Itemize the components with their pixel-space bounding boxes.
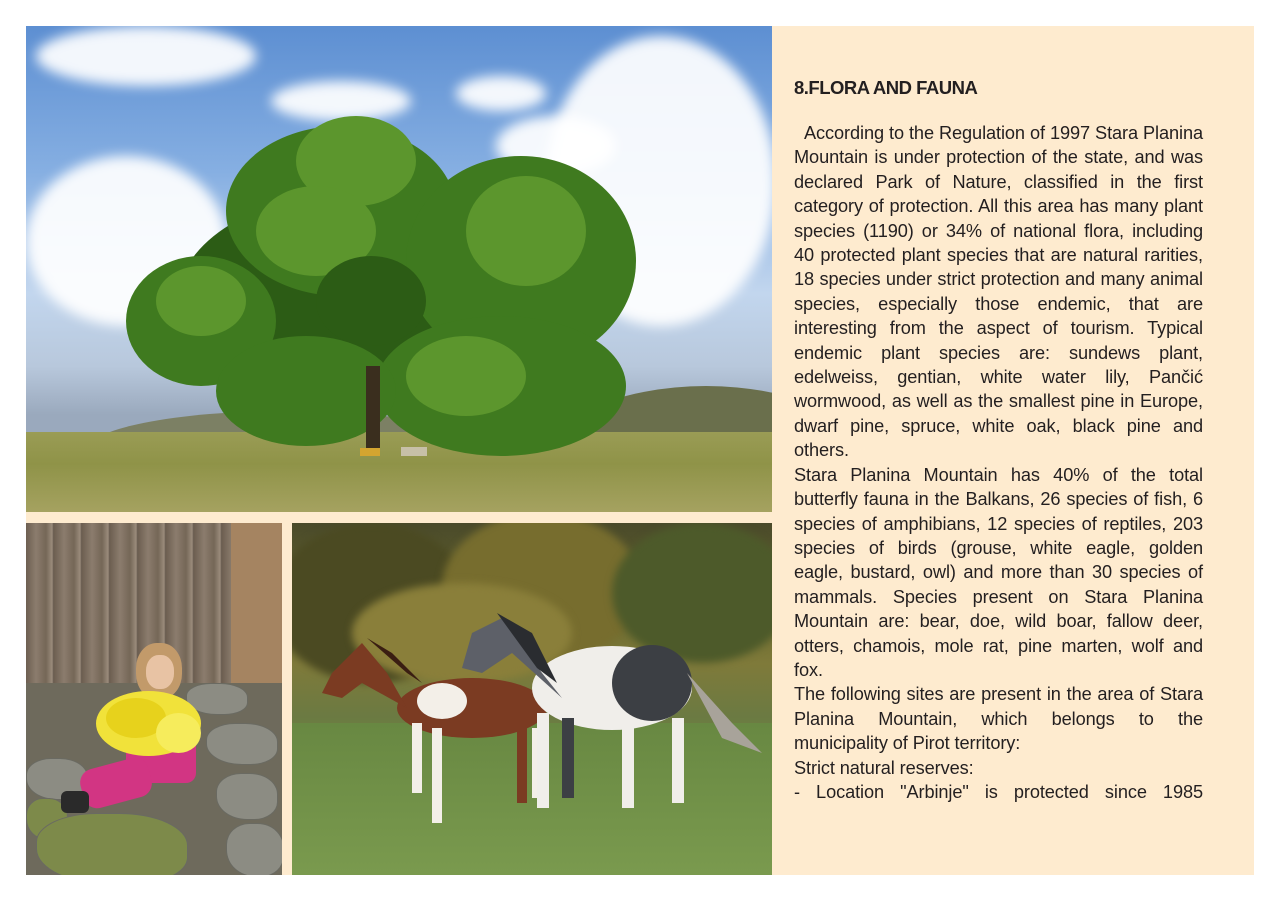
beehive bbox=[360, 448, 380, 456]
paragraph-fauna: Stara Planina Mountain has 40% of the total butterfly fauna in the Balkans, 26 species of fish, 6 species of amphibians, 12 species of reptiles, 203 species of birds (grouse, white eagle, golden eagle, bustard, owl) and more than 30 species of mammals. Species present on Stara Planina Mountain are: bear, doe, wild boar, fallow deer, otters, chamois, mole rat, pine marten, wolf and fox. bbox=[794, 464, 1203, 680]
horses-photo bbox=[292, 523, 772, 875]
paragraph-flora: According to the Regulation of 1997 Stara Planina Mountain is under protection of the state, and was declared Park of Nature, classified in the first category of protection. All this area has many plant species (1190) or 34% of national flora, including 40 protected plant species that are natural rarities, 18 species under strict protection and many animal species, especially those endemic, that are interesting from the aspect of tourism. Typical endemic plant species are: sundews plant, edelweiss, gentian, white water lily, Pančić wormwood, as well as the smallest pine in Europe, dwarf pine, spruce, white oak, black pine and others. bbox=[794, 123, 1203, 461]
section-heading: 8.FLORA AND FAUNA bbox=[794, 77, 978, 98]
article-text bbox=[794, 76, 1203, 804]
paragraph-arbinje: - Location "Arbinje" is protected since 1985 bbox=[794, 781, 1203, 802]
oak-tree-photo bbox=[26, 26, 772, 512]
wooden-door bbox=[26, 523, 236, 683]
brown-foal bbox=[322, 638, 547, 823]
cloud bbox=[456, 76, 546, 111]
paragraph-reserves-title: Strict natural reserves: bbox=[794, 757, 974, 778]
cloud bbox=[36, 26, 256, 86]
cloud bbox=[271, 81, 411, 121]
meadow bbox=[26, 432, 772, 512]
paragraph-sites: The following sites are present in the area of Stara Planina Mountain, which belongs to the municipality of Pirot territory: bbox=[794, 684, 1203, 754]
horses bbox=[292, 523, 772, 875]
beehive bbox=[401, 447, 427, 456]
girl-with-flowers-photo bbox=[26, 523, 282, 875]
mossy-rock bbox=[36, 813, 188, 875]
